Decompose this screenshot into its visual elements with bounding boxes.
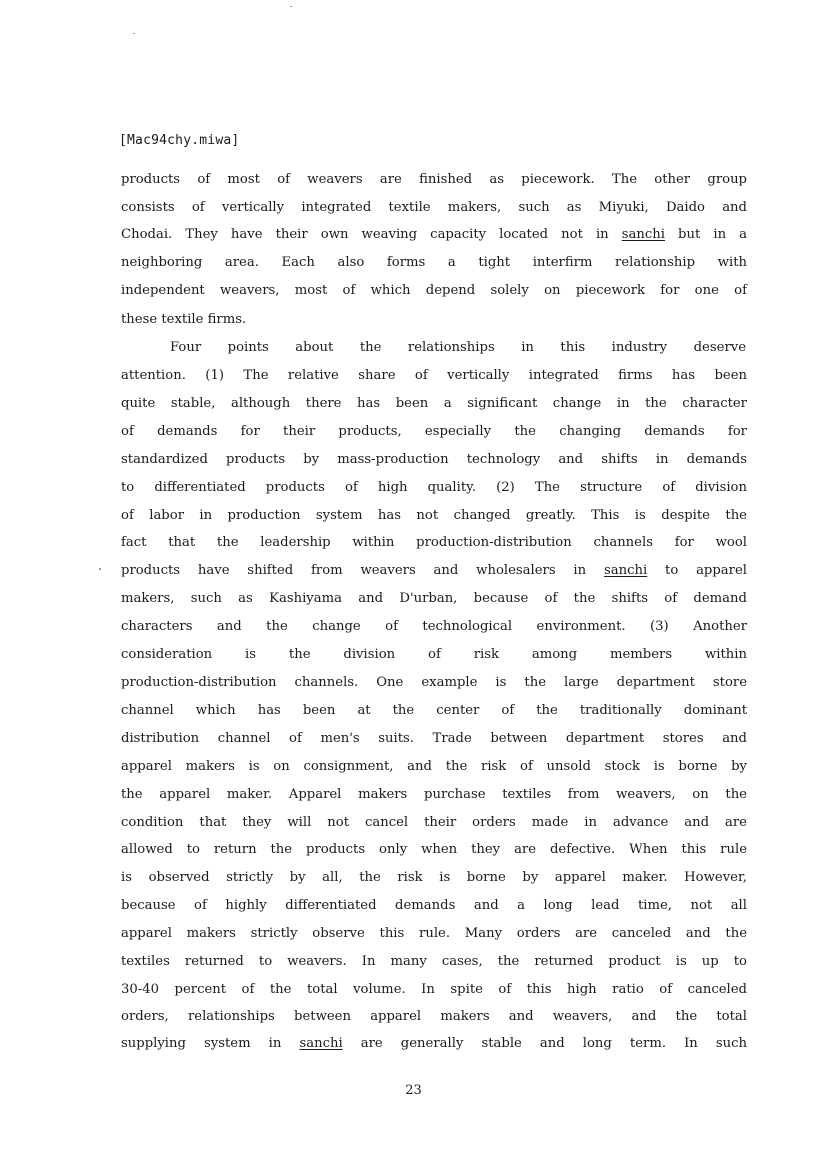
body-line: is observed strictly by all, the risk is borne by apparel maker. However, xyxy=(121,870,747,885)
body-line: quite stable, although there has been a significant change in the character xyxy=(121,396,747,411)
scan-speck xyxy=(133,33,135,34)
body-line: consists of vertically integrated textile makers, such as Miyuki, Daido and xyxy=(121,200,747,215)
body-line: the apparel maker. Apparel makers purchase textiles from weavers, on the xyxy=(121,787,747,802)
body-line xyxy=(121,563,747,579)
body-line: apparel makers strictly observe this rule. Many orders are canceled and the xyxy=(121,926,747,941)
body-line: 30-40 percent of the total volume. In spite of this high ratio of canceled xyxy=(121,982,747,997)
page-number: 23 xyxy=(405,1083,422,1098)
body-line: textiles returned to weavers. In many cases, the returned product is up to xyxy=(121,954,747,969)
text-span: Chodai. They have their own weaving capacity located not in xyxy=(121,227,622,242)
text-span: products have shifted from weavers and wholesalers in xyxy=(121,563,604,578)
body-line: condition that they will not cancel their orders made in advance and are xyxy=(121,815,747,830)
body-line: apparel makers is on consignment, and the risk of unsold stock is borne by xyxy=(121,759,747,774)
body-line xyxy=(121,227,747,243)
body-line: fact that the leadership within production-distribution channels for wool xyxy=(121,535,747,550)
body-line: of labor in production system has not changed greatly. This is despite the xyxy=(121,508,747,523)
body-line: because of highly differentiated demands and a long lead time, not all xyxy=(121,898,747,913)
body-line: makers, such as Kashiyama and D'urban, because of the shifts of demand xyxy=(121,591,747,606)
body-line: standardized products by mass-production technology and shifts in demands xyxy=(121,452,747,467)
scan-speck xyxy=(99,568,101,570)
paragraph-first-line: Four points about the relationships in this industry deserve xyxy=(170,340,746,355)
underlined-term: sanchi xyxy=(621,227,665,242)
body-line: of demands for their products, especially the changing demands for xyxy=(121,424,747,439)
body-line: consideration is the division of risk among members within xyxy=(121,647,747,662)
body-line: independent weavers, most of which depend solely on piecework for one of xyxy=(121,283,747,298)
body-line: distribution channel of men's suits. Trade between department stores and xyxy=(121,731,747,746)
body-line: allowed to return the products only when they are defective. When this rule xyxy=(121,842,747,857)
body-line: attention. (1) The relative share of vertically integrated firms has been xyxy=(121,368,747,383)
body-line: channel which has been at the center of the traditionally dominant xyxy=(121,703,747,718)
underlined-term: sanchi xyxy=(603,563,648,578)
text-span: supplying system in xyxy=(121,1036,300,1051)
text-span: are generally stable and long term. In such xyxy=(342,1036,747,1051)
body-line: products of most of weavers are finished as piecework. The other group xyxy=(121,172,747,187)
body-line xyxy=(121,1036,747,1052)
body-line: characters and the change of technological environment. (3) Another xyxy=(121,619,747,634)
file-header: [Mac94chy.miwa] xyxy=(119,133,240,148)
body-line: production-distribution channels. One example is the large department store xyxy=(121,675,747,690)
text-span: but in a xyxy=(664,227,747,242)
scan-speck xyxy=(290,6,292,7)
body-line: to differentiated products of high quality. (2) The structure of division xyxy=(121,480,747,495)
body-line: these textile firms. xyxy=(121,312,247,327)
text-span: to apparel xyxy=(647,563,747,578)
underlined-term: sanchi xyxy=(299,1036,343,1051)
body-line: orders, relationships between apparel makers and weavers, and the total xyxy=(121,1009,747,1024)
body-line: neighboring area. Each also forms a tight interfirm relationship with xyxy=(121,255,747,270)
